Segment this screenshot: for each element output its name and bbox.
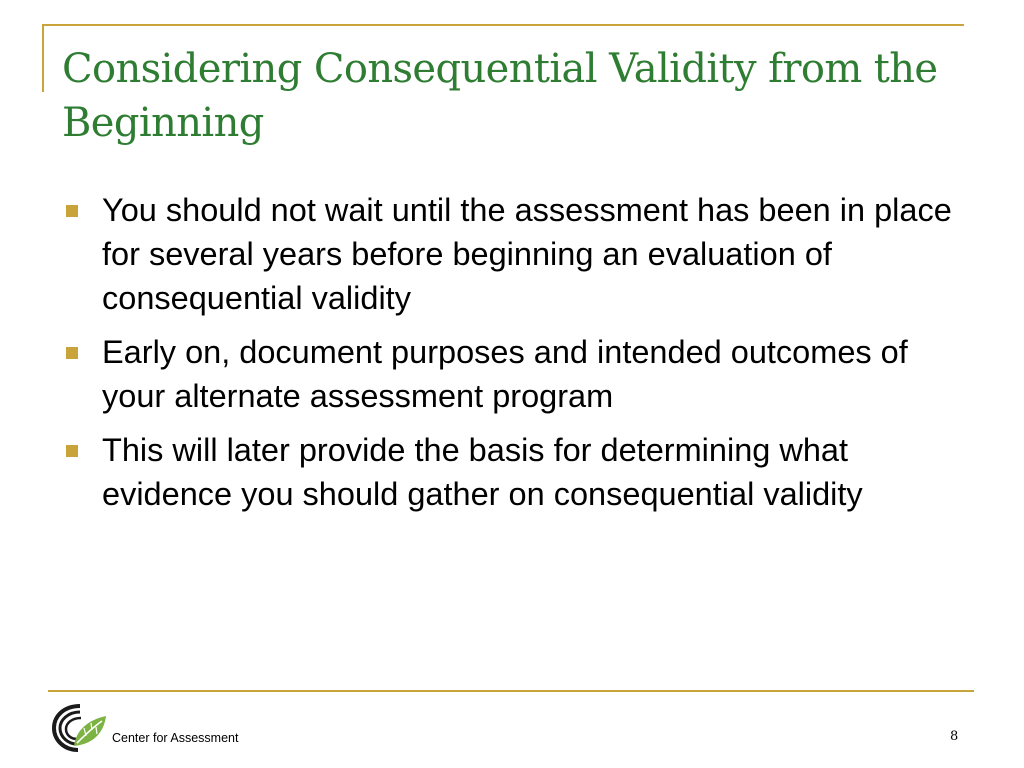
- page-number: 8: [950, 729, 959, 744]
- bullet-text: This will later provide the basis for determining what evidence you should gather on consequential validity: [102, 432, 863, 512]
- bullet-item: [62, 428, 972, 516]
- square-bullet-icon: [66, 205, 78, 217]
- bullet-item: [62, 330, 972, 418]
- square-bullet-icon: [66, 445, 78, 457]
- bullet-text: Early on, document purposes and intended outcomes of your alternate assessment program: [102, 334, 908, 414]
- bullet-list: [62, 188, 972, 526]
- center-for-assessment-logo-icon: [50, 700, 114, 752]
- title-frame-top-line: [42, 24, 964, 26]
- square-bullet-icon: [66, 347, 78, 359]
- bullet-item: [62, 188, 972, 320]
- title-frame-left-line: [42, 24, 44, 92]
- bullet-text: You should not wait until the assessment has been in place for several years before beginning an evaluation of consequential validity: [102, 192, 952, 316]
- slide-title: Considering Consequential Validity from the Beginning: [62, 46, 938, 146]
- footer-organization: Center for Assessment: [112, 731, 239, 745]
- footer-divider: [48, 690, 974, 692]
